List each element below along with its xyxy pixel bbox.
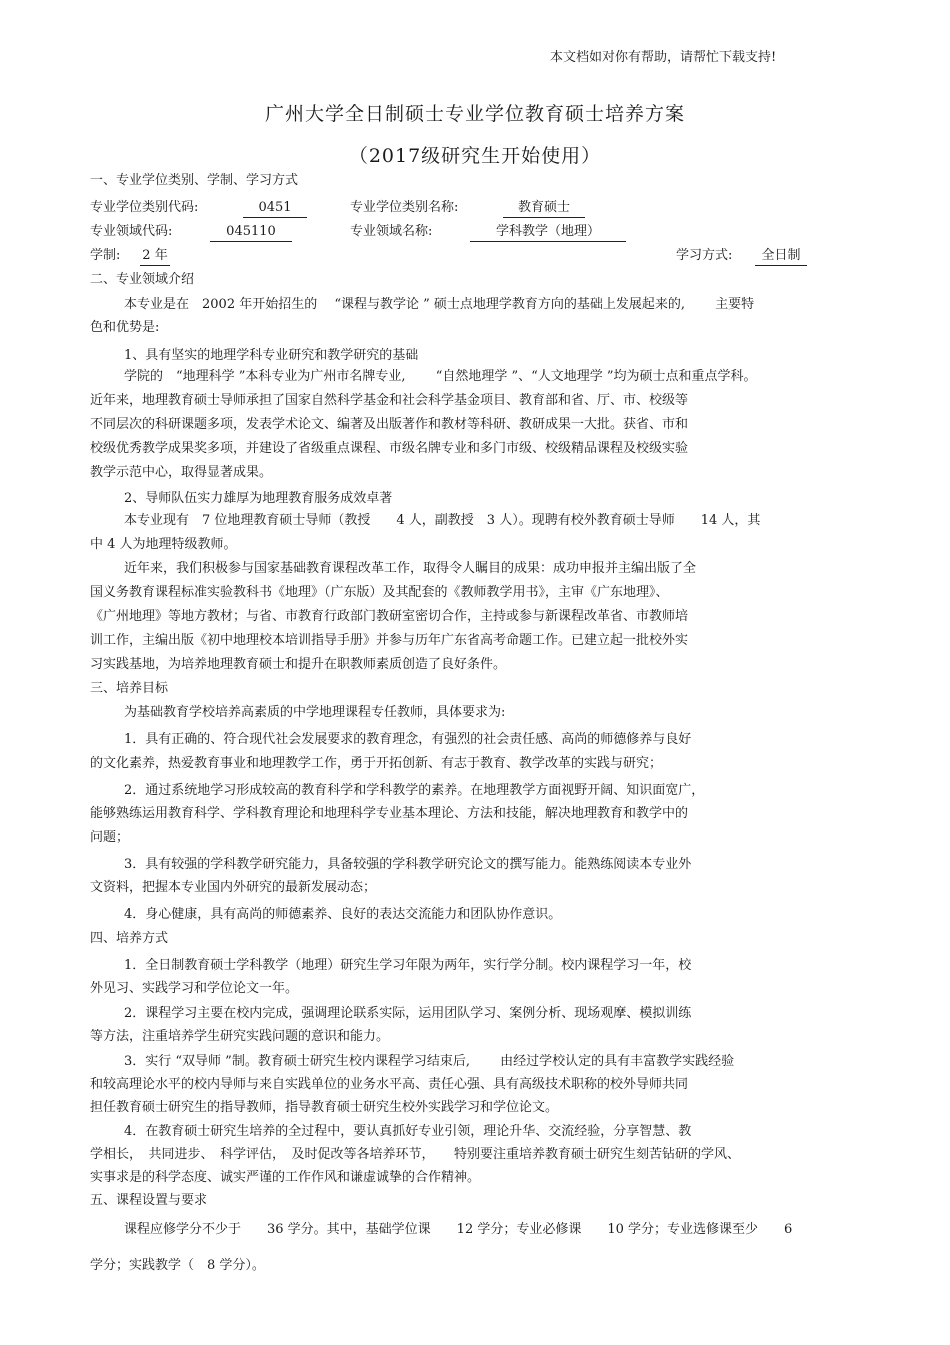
method-line: 等方法，注重培养学生研究实践问题的意识和能力。 (90, 1029, 390, 1044)
method-line: 4．在教育硕士研究生培养的全过程中，要认真抓好专业引领，理论升华、交流经验，分享智慧、教 (124, 1124, 692, 1139)
goal-line: 的文化素养，热爱教育事业和地理教学工作，勇于开拓创新、有志于教育、教学改革的实践与研究； (90, 756, 663, 771)
method-line: 实事求是的科学态度、诚实严谨的工作作风和谦虚诚挚的合作精神。 (90, 1170, 481, 1185)
point2-para2-line: 近年来，我们积极参与国家基础教育课程改革工作，取得令人瞩目的成果：成功申报并主编出版了全 (124, 561, 697, 576)
field-name-value (470, 223, 626, 242)
duration: 2 年 (140, 247, 170, 266)
field-name-label: 专业领域名称: (350, 224, 433, 239)
point1-line: 不同层次的科研课题多项，发表学术论文、编著及出版著作和教材等科研、教研成果一大批。获省、市和 (90, 417, 689, 432)
duration-value (140, 247, 170, 266)
degree-name-value (503, 199, 585, 218)
header-note: 本文档如对你有帮助，请帮忙下载支持! (550, 50, 777, 65)
point2-para2-line: 《广州地理》等地方教材；与省、市教育行政部门教研室密切合作，主持或参与新课程改革省、市教师培 (90, 609, 689, 624)
goal-line: 文资料，把握本专业国内外研究的最新发展动态； (90, 880, 377, 895)
goal-line: 问题； (90, 830, 130, 845)
credits-line-2: 学分；实践教学（ 8 学分）。 (90, 1258, 265, 1273)
degree-code-value (243, 199, 305, 218)
point2-para2-line: 习实践基地，为培养地理教育硕士和提升在职教师素质创造了良好条件。 (90, 657, 507, 672)
point2-para2-line: 国义务教育课程标准实验教科书《地理》（广东版）及其配套的《教师教学用书》，主审《广东地理》、 (90, 585, 669, 600)
method-line: 学相长， 共同进步、 科学评估， 及时促改等各培养环节， 特别要注重培养教育硕士研究生刻苦钻研的学风、 (90, 1147, 741, 1162)
method-line: 2．课程学习主要在校内完成，强调理论联系实际，运用团队学习、案例分析、现场观摩、模拟训练 (124, 1006, 692, 1021)
goal-line: 3．具有较强的学科教学研究能力，具备较强的学科教学研究论文的撰写能力。能熟练阅读本专业外 (124, 857, 692, 872)
goal-line: 2．通过系统地学习形成较高的教育科学和学科教学的素养。在地理教学方面视野开阔、知识面宽广， (124, 783, 705, 798)
method-line: 和较高理论水平的校内导师与来自实践单位的业务水平高、责任心强、具有高级技术职称的校外导师共同 (90, 1077, 689, 1092)
document-title: 广州大学全日制硕士专业学位教育硕士培养方案 (264, 103, 685, 125)
duration-label: 学制: (90, 248, 121, 263)
section3-heading: 三、培养目标 (90, 681, 169, 696)
method-line: 3．实行 “双导师 ”制。教育硕士研究生校内课程学习结束后, 由经过学校认定的具有丰富教学实践经验 (124, 1054, 735, 1069)
section1-heading: 一、专业学位类别、学制、学习方式 (90, 173, 299, 188)
point2-line: 本专业现有 7 位地理教育硕士导师（教授 4 人，副教授 3 人）。现聘有校外教育硕士导师 14 人，其 (124, 513, 761, 528)
point1-line: 近年来，地理教育硕士导师承担了国家自然科学基金和社会科学基金项目、教育部和省、厅、市、校级等 (90, 393, 689, 408)
degree-code-label: 专业学位类别代码: (90, 200, 199, 215)
point2-line: 中 4 人为地理特级教师。 (90, 537, 237, 552)
point1-line: 教学示范中心，取得显著成果。 (90, 465, 273, 480)
degree-name: 教育硕士 (503, 199, 585, 218)
intro-line-2: 色和优势是: (90, 320, 160, 335)
document-subtitle: （2017级研究生开始使用） (348, 145, 602, 167)
study-mode-label: 学习方式: (676, 248, 733, 263)
field-code-label: 专业领域代码: (90, 224, 173, 239)
section4-heading: 四、培养方式 (90, 931, 169, 946)
field-name: 学科教学（地理） (470, 223, 626, 242)
point1-line: 校级优秀教学成果奖多项，并建设了省级重点课程、市级名牌专业和多门市级、校级精品课程及校级实验 (90, 441, 689, 456)
degree-name-label: 专业学位类别名称: (350, 200, 459, 215)
study-mode: 全日制 (755, 247, 807, 266)
method-line: 外见习、实践学习和学位论文一年。 (90, 981, 299, 996)
point1-line: 学院的 “地理科学 ”本科专业为广州市名牌专业, “自然地理学 ”、“人文地理学 ”均为硕士点和重点学科。 (124, 369, 757, 384)
section5-heading: 五、课程设置与要求 (90, 1193, 208, 1208)
field-code: 045110 (210, 223, 292, 242)
goal-line: 4．身心健康，具有高尚的师德素养、良好的表达交流能力和团队协作意识。 (124, 907, 562, 922)
section2-heading: 二、专业领域介绍 (90, 272, 195, 287)
method-line: 1．全日制教育硕士学科教学（地理）研究生学习年限为两年，实行学分制。校内课程学习一年，校 (124, 958, 692, 973)
section3-intro: 为基础教育学校培养高素质的中学地理课程专任教师，具体要求为: (124, 705, 506, 720)
method-line: 担任教育硕士研究生的指导教师，指导教育硕士研究生校外实践学习和学位论文。 (90, 1100, 559, 1115)
field-code-value (210, 223, 292, 242)
goal-line: 1．具有正确的、符合现代社会发展要求的教育理念，有强烈的社会责任感、高尚的师德修养与良好 (124, 732, 692, 747)
study-mode-value (755, 247, 807, 266)
point2-title: 2、导师队伍实力雄厚为地理教育服务成效卓著 (124, 491, 393, 506)
intro-line-1: 本专业是在 2002 年开始招生的 “课程与教学论 ” 硕士点地理学教育方向的基础上发展起来的, 主要特 (124, 297, 755, 312)
goal-line: 能够熟练运用教育科学、学科教育理论和地理科学专业基本理论、方法和技能，解决地理教育和教学中的 (90, 806, 689, 821)
point2-para2-line: 训工作，主编出版《初中地理校本培训指导手册》并参与历年广东省高考命题工作。已建立起一批校外实 (90, 633, 689, 648)
point1-title: 1、具有坚实的地理学科专业研究和教学研究的基础 (124, 348, 419, 363)
degree-code: 0451 (243, 199, 307, 218)
credits-line-1: 课程应修学分不少于 36 学分。其中，基础学位课 12 学分；专业必修课 10 学分；专业选修课至少 6 (124, 1222, 793, 1237)
